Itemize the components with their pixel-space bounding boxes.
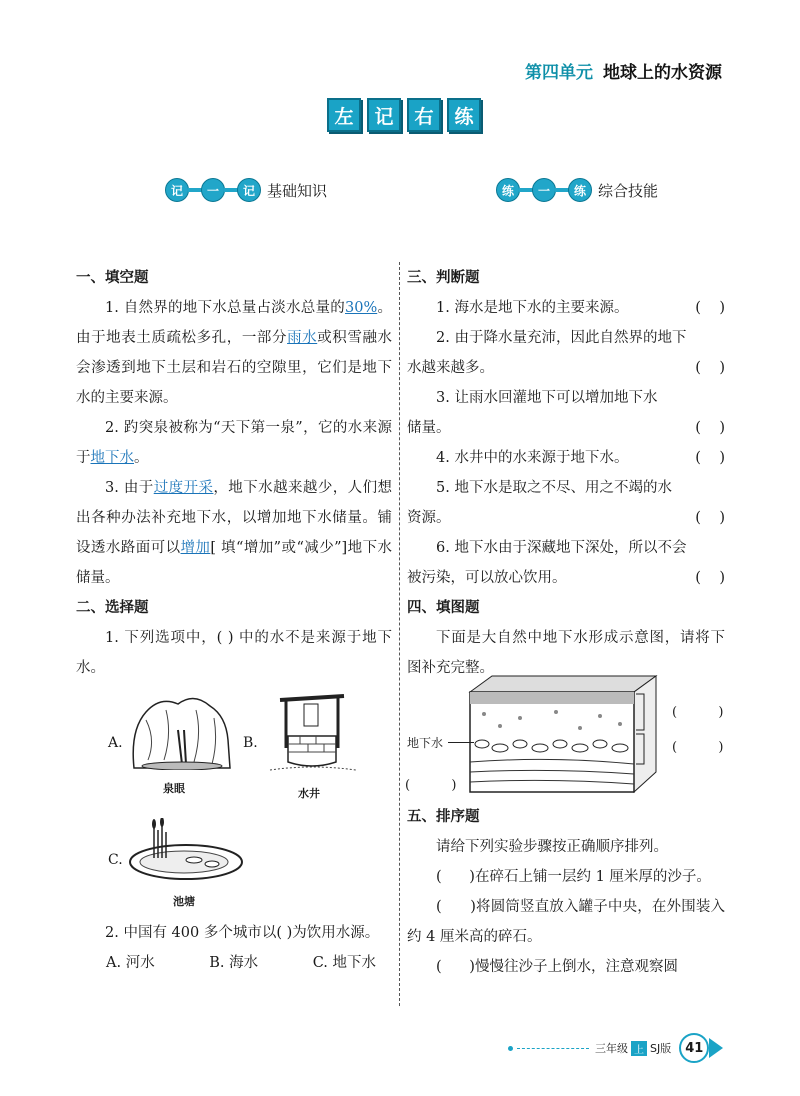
answer-blank[interactable]: 30% [345, 300, 378, 316]
judge-item [407, 443, 725, 473]
diagram-blank-3[interactable]: ( ) [405, 778, 457, 793]
banner-char: 左 [327, 98, 361, 132]
choice-options [76, 948, 392, 978]
judge-text: 资源。 [407, 510, 451, 526]
judge-item-cont [407, 563, 725, 593]
judge-bracket[interactable]: ( ) [695, 570, 725, 586]
q-text: 。 [134, 450, 149, 466]
part1-title: 一、填空题 [76, 270, 149, 286]
answer-blank[interactable]: 过度开采 [153, 480, 214, 496]
section-label: 基础知识 [267, 181, 328, 200]
groundwater-diagram [460, 672, 670, 798]
judge-item: 5. 地下水是取之不尽、用之不竭的水 [436, 480, 672, 496]
fill-question-1 [76, 293, 392, 413]
judge-text: 水越来越多。 [407, 360, 494, 376]
diagram-blank-1[interactable]: ( ) [672, 705, 724, 720]
sort-step: ( )慢慢往沙子上倒水，注意观察圆 [436, 959, 678, 975]
choice-question-2: 2. 中国有 400 多个城市以( )为饮用水源。 [105, 925, 380, 941]
footer-dot [508, 1046, 513, 1051]
spring-illustration [126, 690, 234, 770]
judge-bracket[interactable]: ( ) [695, 450, 725, 466]
option-a[interactable]: A. 河水 [106, 955, 155, 971]
section-skills [496, 178, 658, 202]
part4-title: 四、填图题 [407, 600, 480, 616]
page-banner [327, 98, 481, 132]
q-text: 2. 趵突泉被称为“天下第一泉”，它的水来源于 [76, 420, 392, 466]
section-label: 综合技能 [598, 181, 659, 200]
judge-text: 被污染，可以放心饮用。 [407, 570, 567, 586]
q-text: 或积雪融水会渗透到地下土层和岩石的空隙里，它们是地下水的主要来源。 [76, 330, 393, 406]
diagram-instruction: 下面是大自然中地下水形成示意图，请将下图补充完整。 [407, 630, 725, 676]
judge-item: 2. 由于降水量充沛，因此自然界的地下 [436, 330, 687, 346]
judge-bracket[interactable]: ( ) [695, 300, 725, 316]
option-b-letter: B. [243, 735, 258, 751]
right-column [407, 263, 725, 683]
judge-bracket[interactable]: ( ) [695, 510, 725, 526]
page-footer [508, 1033, 723, 1063]
q-text: 。由于地表土质疏松多孔，一部分 [76, 300, 393, 346]
judge-item [407, 293, 725, 323]
part3-title: 三、判断题 [407, 270, 480, 286]
page-arrow-icon [709, 1038, 723, 1058]
badge-char: 练 [496, 178, 520, 202]
section-badge [496, 178, 592, 202]
judge-bracket[interactable]: ( ) [695, 360, 725, 376]
badge-char: 记 [237, 178, 261, 202]
option-b[interactable]: B. 海水 [209, 955, 259, 971]
banner-char: 记 [367, 98, 401, 132]
option-c-letter: C. [108, 852, 123, 868]
pond-caption: 池塘 [173, 895, 195, 908]
grade-label: 三年级 [595, 1042, 628, 1055]
judge-item: 3. 让雨水回灌地下可以增加地下水 [436, 390, 658, 406]
page-number: 41 [679, 1033, 709, 1063]
unit-number: 第四单元 [525, 63, 593, 83]
judge-item-cont [407, 503, 725, 533]
choice-question-1: 1. 下列选项中，( ) 中的水不是来源于地下水。 [76, 630, 392, 676]
pond-illustration [124, 818, 246, 882]
well-illustration [264, 688, 360, 774]
unit-header [525, 58, 722, 83]
footer-line [517, 1048, 589, 1049]
badge-char: 一 [532, 178, 556, 202]
judge-text: 4. 水井中的水来源于地下水。 [436, 450, 629, 466]
unit-title: 地球上的水资源 [603, 63, 722, 83]
diagram-blank-2[interactable]: ( ) [672, 740, 724, 755]
spring-caption: 泉眼 [163, 782, 185, 795]
badge-char: 记 [165, 178, 189, 202]
q-text: 3. 由于 [105, 480, 154, 496]
part2-title: 二、选择题 [76, 600, 149, 616]
edition-label: SJ版 [650, 1042, 672, 1055]
banner-char: 练 [447, 98, 481, 132]
sort-step: ( )将圆筒竖直放入罐子中央，在外围装入约 4 厘米高的碎石。 [407, 899, 725, 945]
groundwater-label: 地下水 [407, 736, 444, 750]
option-a-letter: A. [108, 735, 123, 751]
sort-instruction: 请给下列实验步骤按正确顺序排列。 [436, 839, 668, 855]
judge-item: 6. 地下水由于深藏地下深处，所以不会 [436, 540, 687, 556]
option-c[interactable]: C. 地下水 [312, 955, 376, 971]
judge-item-cont [407, 413, 725, 443]
part5-title: 五、排序题 [407, 809, 480, 825]
section-basic-knowledge [165, 178, 327, 202]
answer-blank[interactable]: 雨水 [287, 330, 318, 346]
judge-text: 储量。 [407, 420, 451, 436]
right-column-lower [407, 802, 725, 982]
badge-char: 练 [568, 178, 592, 202]
well-caption: 水井 [298, 787, 320, 800]
judge-text: 1. 海水是地下水的主要来源。 [436, 300, 629, 316]
label-pointer [448, 742, 474, 743]
badge-char: 一 [201, 178, 225, 202]
banner-char: 右 [407, 98, 441, 132]
q-text: 1. 自然界的地下水总量占淡水总量的 [105, 300, 346, 316]
judge-item-cont [407, 353, 725, 383]
fill-question-3 [76, 473, 392, 593]
answer-blank[interactable]: 地下水 [90, 450, 134, 466]
sort-step: ( )在碎石上铺一层约 1 厘米厚的沙子。 [436, 869, 711, 885]
q-text: ，地下水越来越少，人们想出各种办法补充地下水，以增加地下水储量。铺设透水路面可以 [76, 480, 393, 556]
judge-bracket[interactable]: ( ) [695, 420, 725, 436]
column-divider [399, 262, 400, 1006]
left-column-lower [76, 918, 392, 978]
q-text: [ 填“增加”或“减少”]地下水储量。 [76, 540, 393, 586]
left-column [76, 263, 392, 683]
fill-question-2 [76, 413, 392, 473]
answer-blank[interactable]: 增加 [180, 540, 211, 556]
section-badge [165, 178, 261, 202]
term-badge: 上 [631, 1041, 647, 1056]
